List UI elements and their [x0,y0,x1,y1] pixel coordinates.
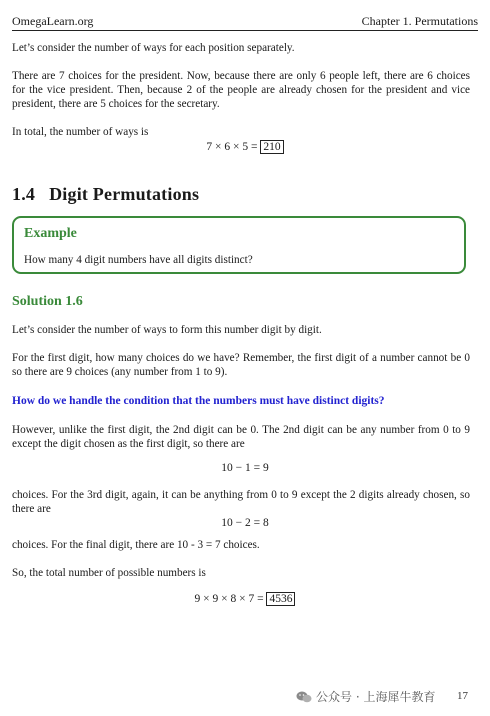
example-box [12,216,466,274]
watermark-text: 公众号 · 上海犀牛教育 [316,690,436,704]
page-number: 17 [457,690,468,702]
solution-paragraph-1: Let’s consider the number of ways to form this number digit by digit. [12,324,322,336]
solution-question: How do we handle the condition that the numbers must have distinct digits? [12,395,385,407]
intro-equation [0,140,490,154]
intro-equation-answer: 210 [260,140,283,154]
intro-paragraph-2: There are 7 choices for the president. Now, because there are only 6 people left, there are 6 choices for the vice president. Then, because 2 of the people are already chosen for the president and vice president, there are 5 choices for the secretary. [12,70,470,110]
running-header [12,14,478,31]
section-number: 1.4 [12,184,36,204]
solution-title: Solution 1.6 [12,294,83,309]
intro-paragraph-3: In total, the number of ways is [12,126,149,138]
solution-equation-3 [0,592,490,606]
header-chapter: Chapter 1. Permutations [361,14,478,28]
solution-equation-1: 10 − 1 = 9 [221,462,269,474]
wechat-icon [296,691,312,703]
watermark [296,688,435,705]
solution-paragraph-4: choices. For the 3rd digit, again, it can be anything from 0 to 9 except the 2 digits already chosen, so there are [12,489,470,515]
section-title: Digit Permutations [49,184,200,204]
solution-paragraph-5: choices. For the final digit, there are 10 - 3 = 7 choices. [12,539,260,551]
intro-equation-lhs: 7 × 6 × 5 = [206,141,261,153]
solution-equation-2: 10 − 2 = 8 [221,517,269,529]
example-title: Example [24,226,77,241]
solution-paragraph-2: For the first digit, how many choices do we have? Remember, the first digit of a number cannot be 0 so there are 9 choices (any number from 1 to 9). [12,352,470,378]
intro-paragraph-1: Let’s consider the number of ways for each position separately. [12,42,295,54]
section-heading [12,184,199,205]
solution-equation-3-lhs: 9 × 9 × 8 × 7 = [194,593,267,605]
solution-paragraph-6: So, the total number of possible numbers is [12,567,206,579]
example-text: How many 4 digit numbers have all digits distinct? [24,254,253,266]
solution-paragraph-3: However, unlike the first digit, the 2nd digit can be 0. The 2nd digit can be any number from 0 to 9 except the digit chosen as the first digit, so there are [12,424,470,450]
header-site: OmegaLearn.org [12,14,94,28]
solution-equation-3-answer: 4536 [266,592,295,606]
